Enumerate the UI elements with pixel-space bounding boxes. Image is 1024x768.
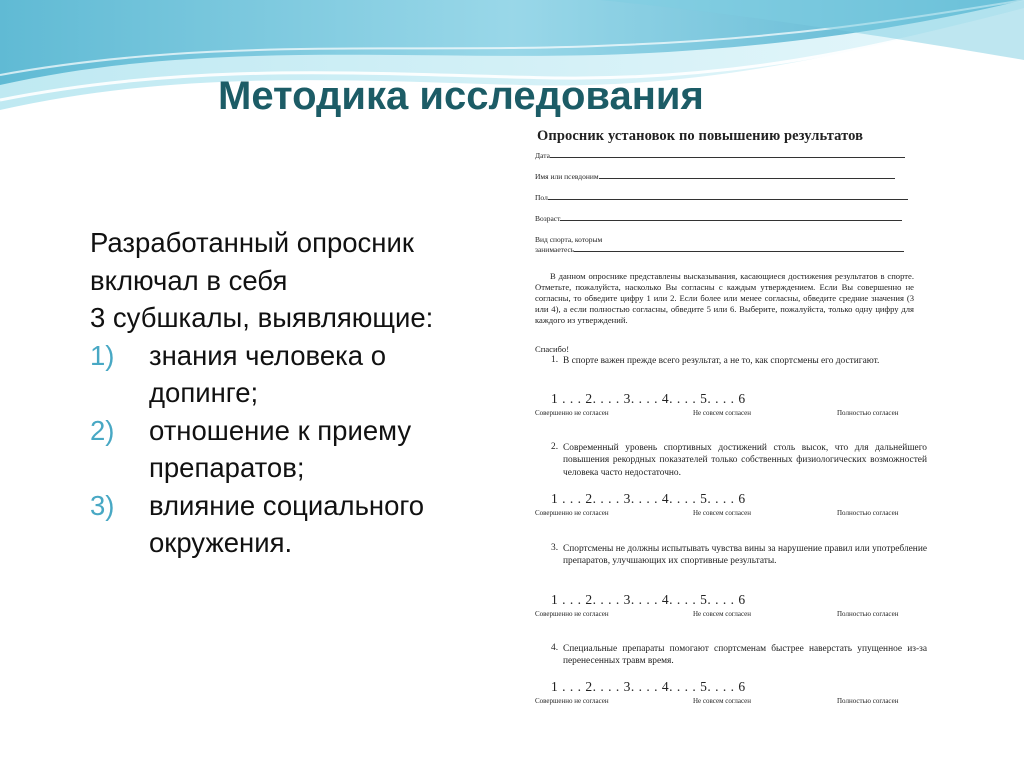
questionnaire-title: Опросник установок по повышению результатов: [537, 128, 864, 144]
list-item-text: препаратов;: [149, 452, 305, 483]
list-item: [90, 412, 520, 487]
field-line: [599, 171, 895, 179]
questionnaire-instructions: В данном опроснике представлены высказывания, касающиеся достижения результатов в спорте. Отметьте, пожалуйста, насколько Вы согласны с каждым утверждением. Если Вы совершенно не согласны, то обведите цифру 1 или 2. Если более или менее согласны, обведите средние значения (3 или 4), а если полностью согласны, обведите 5 или 6. Выберите, пожалуйста, только одну цифру для каждого из утверждений.: [535, 271, 914, 325]
questionnaire-thanks: Спасибо!: [535, 344, 570, 354]
field-label: Пол: [535, 193, 548, 202]
question-number: 3.: [551, 543, 559, 553]
list-number: 3): [90, 489, 115, 521]
field-label: Возраст: [535, 214, 561, 223]
rating-scale: 1 . . . 2. . . . 3. . . . 4. . . . 5. . . . 6: [551, 679, 746, 694]
list-number: 2): [90, 414, 115, 446]
question-text: Специальные препараты помогают спортсменам быстрее наверстать упущенное из-за перенесенных травм время.: [563, 644, 927, 667]
intro-line: Разработанный опросник: [90, 227, 414, 258]
scale-label-middle: Не совсем согласен: [693, 409, 752, 417]
question-number: 4.: [551, 643, 559, 653]
question-text: Современный уровень спортивных достижений столь высок, что для дальнейшего повышения рекордных показателей только собственных физиологических возможностей человека часто недостаточно.: [563, 443, 927, 478]
question-number: 2.: [551, 442, 559, 452]
field-sport: [535, 235, 904, 254]
field-label: Имя или псевдоним: [535, 172, 599, 181]
slide-body-text: [90, 224, 520, 562]
scale-label-right: Полностью согласен: [837, 610, 899, 618]
intro-text: [90, 224, 520, 337]
field-line: [574, 244, 904, 252]
field-label: Дата: [535, 151, 550, 160]
question-number: 1.: [551, 355, 559, 365]
slide-title: Методика исследования: [218, 74, 704, 118]
scale-label-left: Совершенно не согласен: [535, 610, 609, 618]
subscale-list: [90, 337, 520, 562]
list-item-text: знания человека о: [149, 339, 386, 371]
field-date: [535, 150, 905, 160]
rating-scale: 1 . . . 2. . . . 3. . . . 4. . . . 5. . . . 6: [551, 592, 746, 607]
field-line: [548, 192, 908, 200]
intro-line: 3 субшкалы, выявляющие:: [90, 302, 434, 333]
scale-label-right: Полностью согласен: [837, 409, 899, 417]
questionnaire-image: [533, 125, 928, 717]
scale-label-left: Совершенно не согласен: [535, 509, 609, 517]
scale-label-left: Совершенно не согласен: [535, 697, 609, 705]
list-item-text: окружения.: [149, 527, 293, 558]
scale-label-left: Совершенно не согласен: [535, 409, 609, 417]
question-text: Спортсмены не должны испытывать чувства вины за нарушение правил или употребление препаратов, улучшающих их спортивные результаты.: [563, 544, 927, 567]
rating-scale: 1 . . . 2. . . . 3. . . . 4. . . . 5. . . . 6: [551, 491, 746, 506]
list-item: [90, 337, 520, 412]
field-name: [535, 171, 895, 181]
list-number: 1): [90, 339, 115, 371]
field-line: [550, 150, 905, 158]
intro-line: включал в себя: [90, 264, 288, 296]
list-item: [90, 487, 520, 562]
question-text: В спорте важен прежде всего результат, а не то, как спортсмены его достигают.: [563, 356, 880, 366]
scale-label-right: Полностью согласен: [837, 697, 899, 705]
field-gender: [535, 192, 908, 202]
scale-label-right: Полностью согласен: [837, 509, 899, 517]
rating-scale: 1 . . . 2. . . . 3. . . . 4. . . . 5. . . . 6: [551, 391, 746, 406]
list-item-text: влияние социального: [149, 489, 425, 521]
field-label: занимаетесь: [535, 245, 575, 254]
scale-label-middle: Не совсем согласен: [693, 610, 752, 618]
list-item-text: допинге;: [149, 377, 259, 408]
field-line: [560, 213, 902, 221]
field-age: [535, 213, 902, 223]
scale-label-middle: Не совсем согласен: [693, 697, 752, 705]
list-item-text: отношение к приему: [149, 414, 412, 446]
scale-label-middle: Не совсем согласен: [693, 509, 752, 517]
field-label: Вид спорта, которым: [535, 235, 603, 244]
